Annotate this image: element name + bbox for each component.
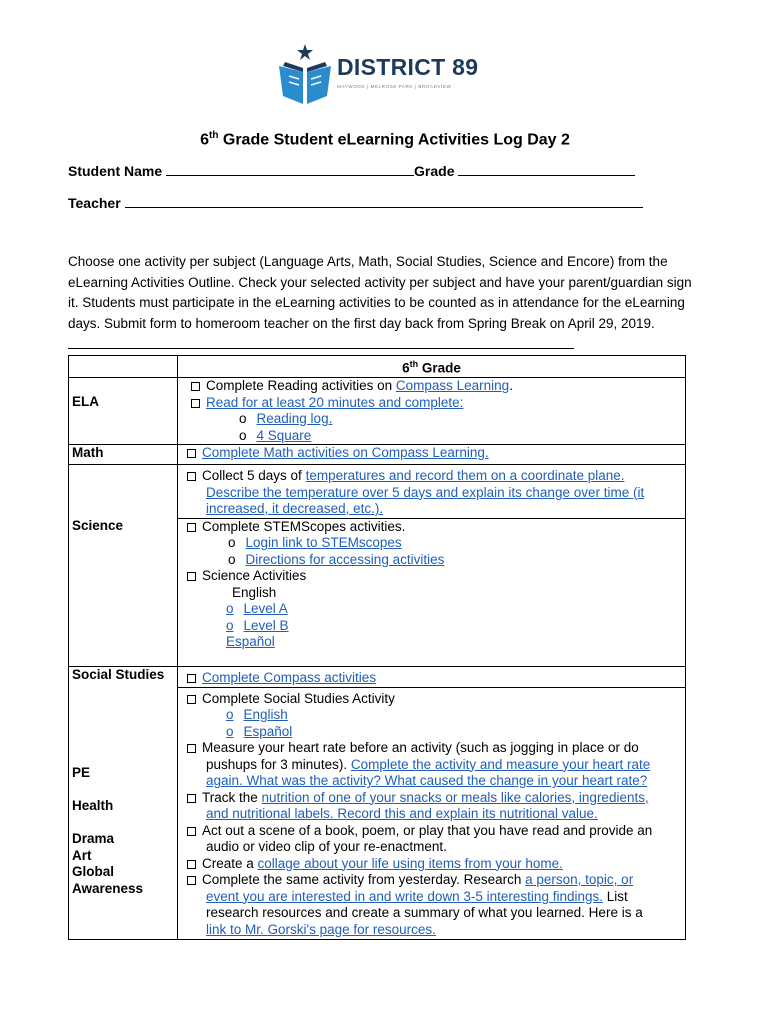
nutrition-link[interactable]: nutrition of one of your snacks or meals like calories, ingredients,: [261, 789, 649, 805]
subject-drama: Drama: [72, 831, 115, 846]
subject-art: Art: [72, 847, 92, 863]
reading-log-link[interactable]: Reading log.: [256, 411, 333, 426]
logo-title: DISTRICT 89: [337, 54, 479, 80]
encore-activities: [178, 687, 686, 939]
activities-table: [68, 355, 686, 940]
subject-ela: ELA: [69, 378, 178, 445]
heart-rate-link[interactable]: Complete the activity and measure your heart rate: [350, 756, 651, 772]
health-item: Track the nutrition of one of your snacks or meals like calories, ingredients,: [181, 790, 682, 807]
student-name-line[interactable]: [166, 162, 414, 176]
pe-line-2: pushups for 3 minutes). Complete the activity and measure your heart rate: [206, 756, 651, 772]
student-name-row: [68, 162, 635, 179]
open-book-logo-icon: [275, 42, 335, 106]
ela-item-1: Complete Reading activities on Compass Learning.: [181, 378, 682, 395]
temperatures-link[interactable]: temperatures and record them on a coordinate plane.: [305, 468, 625, 483]
checkbox-icon[interactable]: [187, 523, 196, 532]
level-b-link[interactable]: Level B: [243, 617, 289, 633]
checkbox-icon[interactable]: [191, 399, 200, 408]
compass-learning-link[interactable]: Compass Learning: [395, 378, 510, 393]
checkbox-icon[interactable]: [187, 876, 196, 885]
gorski-page-link[interactable]: link to Mr. Gorski's page for resources.: [206, 921, 436, 937]
global-line-3: research resources and create a summary of what you learned. Here is a: [206, 905, 643, 920]
directions-link[interactable]: Directions for accessing activities: [245, 551, 445, 567]
compass-activities-link[interactable]: Complete Compass activities: [202, 669, 377, 685]
district-logo: [275, 42, 479, 106]
ela-sub-1: o Reading log.: [239, 411, 333, 426]
grade-label: Grade: [414, 163, 455, 179]
science-english-label: English: [232, 584, 277, 600]
social-item-1: [181, 670, 682, 687]
ela-sub-2: o 4 Square: [239, 427, 312, 443]
math-item-1: [181, 445, 682, 462]
logo-subtitle: MAYWOOD | MELROSE PARK | BROADVIEW: [337, 84, 452, 89]
science-sub-4: o Level B: [226, 617, 289, 633]
grade-line[interactable]: [458, 162, 635, 176]
science-temperature-activity: [178, 465, 686, 519]
social-espanol-link[interactable]: Español: [243, 723, 293, 739]
science-item-3: Science Activities: [181, 568, 682, 585]
pe-line-3: again. What was the activity? What caused the change in your heart rate?: [206, 773, 648, 788]
teacher-line[interactable]: [125, 194, 643, 208]
compass-math-link[interactable]: Complete Math activities on Compass Learning.: [202, 445, 489, 460]
instructions: [68, 252, 700, 356]
math-activities: [178, 445, 686, 465]
science-item-1-cont2: increased, it decreased, etc.).: [206, 501, 384, 516]
checkbox-icon[interactable]: [187, 744, 196, 753]
checkbox-icon[interactable]: [187, 860, 196, 869]
checkbox-icon[interactable]: [187, 472, 196, 481]
science-sub-1: o Login link to STEMscopes: [228, 535, 402, 550]
page-title: 6th Grade Student eLearning Activities Log Day 2: [200, 130, 570, 149]
science-sub-3: o Level A: [226, 601, 288, 616]
collage-link[interactable]: collage about your life using items from your home.: [257, 855, 563, 871]
subject-global-awareness: Global Awareness: [72, 864, 144, 896]
global-line-4: [181, 922, 682, 939]
checkbox-icon[interactable]: [191, 382, 200, 391]
science-sub-2: o Directions for accessing activities: [228, 551, 445, 567]
person-topic-link[interactable]: a person, topic, or: [525, 872, 634, 887]
read-20-minutes-link[interactable]: Read for at least 20 minutes and complete:: [206, 394, 464, 410]
social-compass-activity: [178, 666, 686, 687]
checkbox-icon[interactable]: [187, 449, 196, 458]
subject-science: Science: [69, 518, 178, 666]
stemscopes-login-link[interactable]: Login link to STEMscopes: [245, 535, 402, 550]
science-item-1-cont: Describe the temperature over 5 days and explain its change over time (it: [206, 484, 645, 500]
global-line-2: event you are interested in and write down 3-5 interesting findings. List: [206, 888, 628, 904]
science-item-1: Collect 5 days of temperatures and record them on a coordinate plane.: [181, 468, 682, 485]
subject-health: Health: [72, 797, 114, 813]
teacher-row: [68, 194, 643, 211]
checkbox-icon[interactable]: [187, 674, 196, 683]
social-english-link[interactable]: English: [243, 707, 288, 722]
subject-encore-list: [69, 687, 178, 939]
drama-item: Act out a scene of a book, poem, or play that you have read and provide an: [181, 823, 682, 840]
art-item: Create a collage about your life using items from your home.: [181, 856, 682, 873]
ela-item-2: [181, 395, 682, 412]
pe-item: Measure your heart rate before an activity (such as jogging in place or do: [181, 740, 682, 757]
four-square-link[interactable]: 4 Square: [256, 427, 312, 443]
social-sub-2: o Español: [226, 723, 293, 739]
instructions-text: Choose one activity per subject (Language Arts, Math, Social Studies, Science and Encore) from the eLearning Activities Outline. Check your selected activity per subject and have your parent/guardian sign it. Students must participate in the eLearning activities to be counted as in attendance for the eLearning days. Submit form to homeroom teacher on the first day back from Spring Break on April 29, 2019.: [68, 254, 692, 331]
health-line-2: and nutritional labels. Record this and explain its nutritional value.: [206, 806, 598, 821]
science-item-2: Complete STEMScopes activities.: [181, 519, 682, 536]
level-a-link[interactable]: Level A: [243, 601, 288, 616]
teacher-label: Teacher: [68, 195, 121, 211]
science-spacer: [69, 465, 178, 519]
checkbox-icon[interactable]: [187, 695, 196, 704]
checkbox-icon[interactable]: [187, 572, 196, 581]
header-blank-cell: [69, 356, 178, 378]
checkbox-icon[interactable]: [187, 794, 196, 803]
subject-math: Math: [69, 445, 178, 465]
social-item-2: Complete Social Studies Activity: [181, 691, 682, 708]
grade-header: 6th Grade: [178, 356, 686, 378]
subject-social-studies: Social Studies: [69, 666, 178, 687]
ela-activities: [178, 378, 686, 445]
drama-line-2: audio or video clip of your re-enactment.: [206, 839, 447, 854]
subject-pe: PE: [72, 765, 91, 780]
social-sub-1: o English: [226, 707, 288, 722]
checkbox-icon[interactable]: [187, 827, 196, 836]
espanol-link[interactable]: Español: [226, 634, 275, 649]
signature-line[interactable]: [68, 334, 574, 349]
global-item: Complete the same activity from yesterday. Research a person, topic, or: [181, 872, 682, 889]
student-name-label: Student Name: [68, 163, 163, 179]
science-espanol: [181, 634, 682, 651]
science-activities: [178, 518, 686, 666]
